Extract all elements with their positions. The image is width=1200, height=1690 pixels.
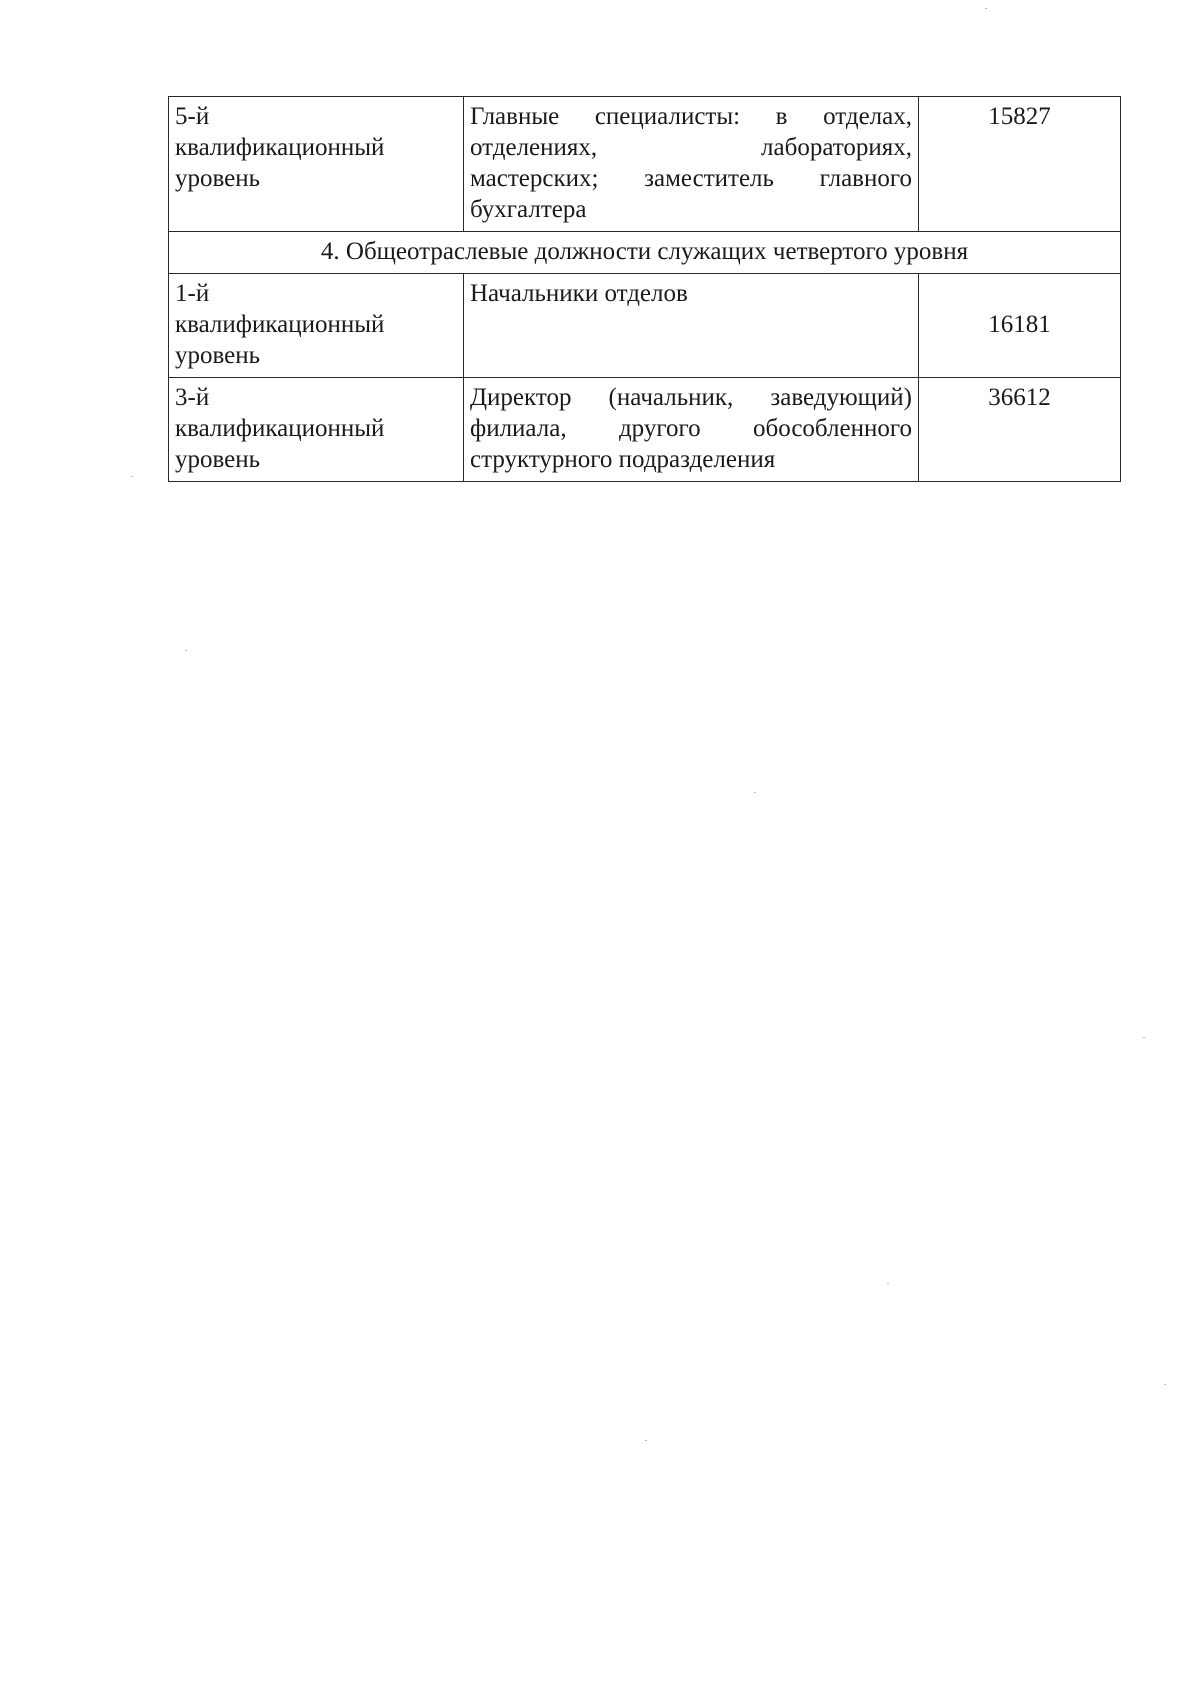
scan-speck: [1143, 1037, 1145, 1038]
qualification-level-cell: [169, 97, 464, 232]
salary-value: 15827: [988, 103, 1051, 130]
level-text: квалификационный: [175, 134, 385, 161]
level-text: уровень: [175, 446, 261, 473]
table-row: [169, 232, 1121, 274]
scan-speck: [1164, 1384, 1166, 1385]
level-text: квалификационный: [175, 415, 385, 442]
position-text: структурного подразделения: [470, 446, 776, 473]
position-cell: [464, 378, 919, 482]
level-text: 3-й: [175, 384, 210, 411]
salary-value: 36612: [988, 384, 1051, 411]
level-text: уровень: [175, 342, 261, 369]
position-text: мастерских; заместитель главного: [470, 165, 912, 192]
qualification-level-cell: [169, 274, 464, 378]
scan-speck: [985, 8, 987, 9]
scan-speck: [131, 476, 133, 477]
scan-speck: [185, 650, 187, 651]
position-cell: [464, 97, 919, 232]
position-text: бухгалтера: [470, 196, 587, 223]
qualification-level-cell: [169, 378, 464, 482]
salary-value: 16181: [988, 311, 1051, 338]
position-text: Начальники отделов: [470, 280, 688, 307]
position-cell: [464, 274, 919, 378]
level-text: квалификационный: [175, 311, 385, 338]
scan-speck: [754, 792, 756, 793]
position-text: отделениях, лабораториях,: [470, 134, 912, 161]
salary-cell: [919, 274, 1121, 378]
table-row: [169, 274, 1121, 378]
level-text: 1-й: [175, 280, 210, 307]
table-row: [169, 97, 1121, 232]
position-text: Главные специалисты: в отделах,: [470, 103, 912, 130]
scan-speck: [887, 1283, 889, 1284]
level-text: уровень: [175, 165, 261, 192]
salary-cell: [919, 378, 1121, 482]
salary-table: [168, 96, 1121, 482]
position-text: филиала, другого обособленного: [470, 415, 912, 442]
group-header-text: 4. Общеотраслевые должности служащих четвертого уровня: [320, 238, 969, 265]
group-header-cell: [169, 232, 1121, 274]
scan-speck: [645, 1440, 647, 1441]
level-text: 5-й: [175, 103, 210, 130]
table-row: [169, 378, 1121, 482]
position-text: Директор (начальник, заведующий): [470, 384, 912, 411]
salary-cell: [919, 97, 1121, 232]
